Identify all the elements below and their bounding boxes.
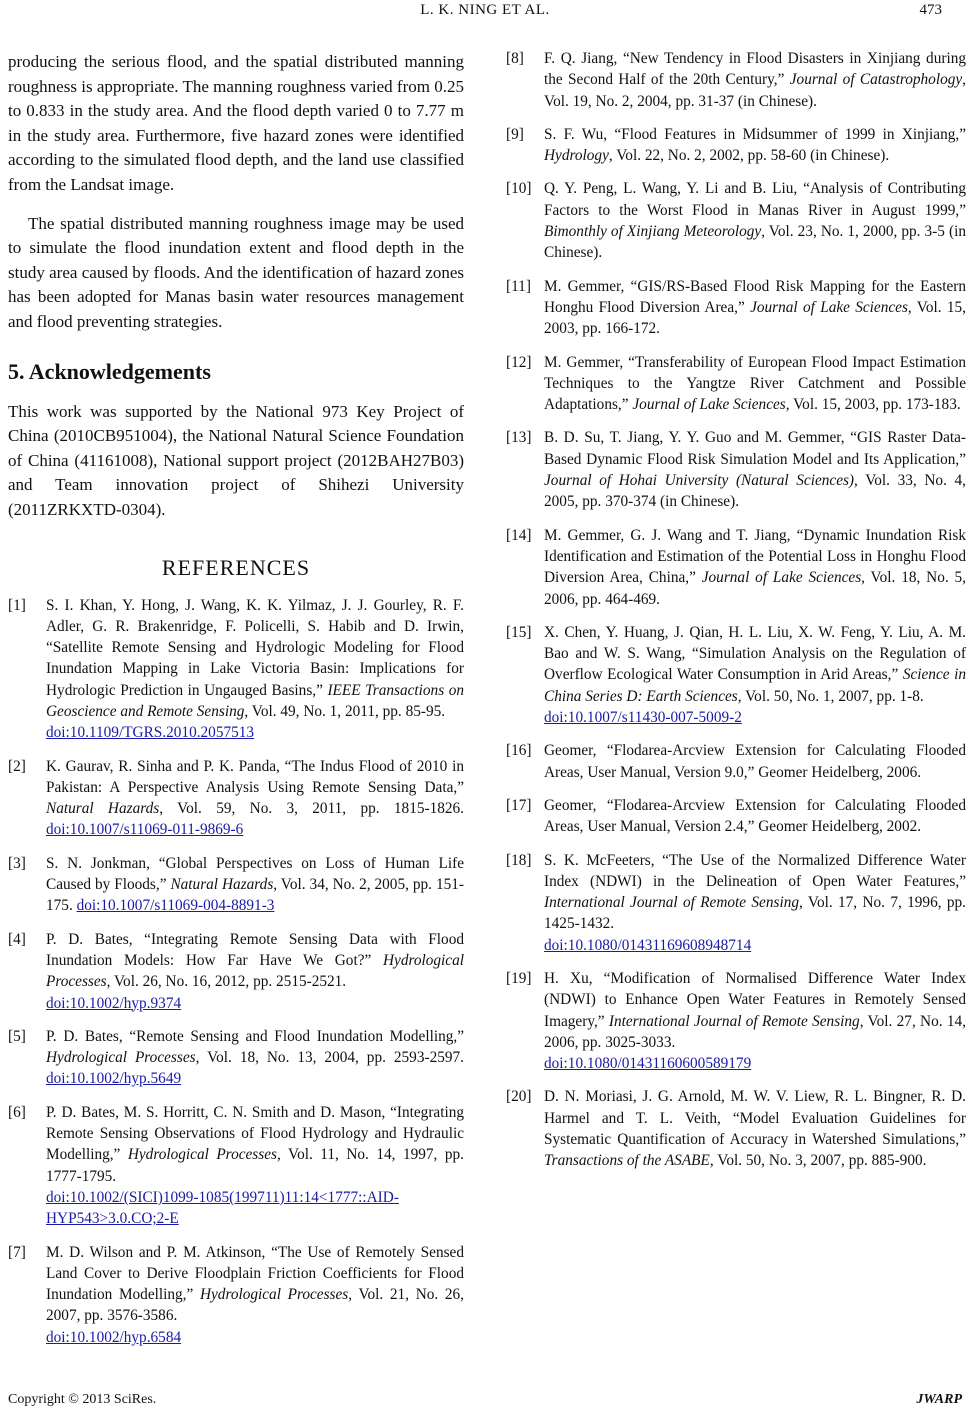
reference-journal: Hydrological Processes [46,951,464,991]
journal-abbreviation: JWARP [916,1392,962,1407]
reference-authors-title: D. N. Moriasi, J. G. Arnold, M. W. V. Liew, R. L. Bingner, R. D. Harmel and T. L. Veith, “Model Evaluation Guidelines for Systematic Quantification of Accuracy in Watershed Simulations,” [544,1088,966,1149]
reference-number: [15] [506,623,532,641]
reference-item [8,1242,464,1348]
reference-details: , Vol. 23, No. 1, 2000, pp. 3-5 (in Chinese). [544,223,966,262]
reference-doi-link[interactable]: doi:10.1007/s11069-004-8891-3 [76,897,275,915]
right-column [506,48,966,1184]
reference-item [506,740,966,783]
reference-authors-title: P. D. Bates, M. S. Horritt, C. N. Smith and D. Mason, “Integrating Remote Sensing Observations of Flood Hydrology and Hydraulic Modelling,” [46,1103,464,1164]
reference-details: , Vol. 26, No. 16, 2012, pp. 2515-2521. [106,973,347,991]
reference-item [506,48,966,112]
reference-details: , Vol. 19, No. 2, 2004, pp. 31-37 (in Chinese). [544,71,966,110]
reference-journal: Science in China Series D: Earth Sciences [544,666,966,705]
reference-authors-title: K. Gaurav, R. Sinha and P. K. Panda, “The Indus Flood of 2010 in Pakistan: A Perspective Analysis Using Remote Sensing Data,” [46,757,464,796]
reference-authors-title: M. Gemmer, G. J. Wang and T. Jiang, “Dynamic Inundation Risk Identification and Estimation of the Potential Loss in Honghu Flood Diversion Area, China,” [544,526,966,587]
reference-details: , Vol. 27, No. 14, 2006, pp. 3025-3033. [544,1012,966,1051]
reference-item [506,525,966,610]
reference-text [544,525,966,610]
reference-item [8,1026,464,1090]
reference-doi-link[interactable]: doi:10.1109/TGRS.2010.2057513 [46,724,255,742]
reference-text [46,853,464,917]
page-number: 473 [919,2,942,18]
reference-number: [12] [506,353,532,371]
reference-details: , Vol. 17, No. 7, 1996, pp. 1425-1432. [544,894,966,933]
reference-number: [10] [506,180,532,198]
reference-number: [2] [8,757,26,775]
reference-text [544,968,966,1074]
reference-text [544,795,966,838]
reference-item [506,124,966,167]
reference-number: [18] [506,851,532,869]
reference-details: , Vol. 15, 2003, pp. 166-172. [544,298,967,338]
page-footer [0,1388,970,1412]
reference-authors-title: M. Gemmer, “Transferability of European Flood Impact Estimation Techniques to the Yangtze River Catchment and Possible Adaptations,” [544,353,966,414]
reference-text [544,740,966,783]
reference-journal: Journal of Lake Sciences [750,298,908,316]
references-list-right [506,48,966,1172]
reference-authors-title: M. Gemmer, “GIS/RS-Based Flood Risk Mapping for the Eastern Honghu Flood Diversion Area,” [544,277,966,316]
reference-item [8,853,464,917]
left-column [8,50,464,1360]
reference-text [544,48,966,112]
reference-number: [6] [8,1103,26,1121]
reference-journal: IEEE Transactions on Geoscience and Remote Sensing [46,681,464,720]
reference-item [8,756,464,841]
running-head: L. K. NING ET AL. [420,2,550,18]
reference-item [8,595,464,744]
reference-item [8,929,464,1014]
reference-text [544,124,966,167]
reference-details: , Vol. 15, 2003, pp. 173-183. [785,396,961,414]
reference-journal: Bimonthly of Xinjiang Meteorology [544,223,762,241]
reference-text [46,1102,464,1230]
reference-authors-title: S. K. McFeeters, “The Use of the Normalized Difference Water Index (NDWI) in the Delineation of Open Water Features,” [544,851,966,890]
reference-details: , Vol. 11, No. 14, 1997, pp. 1777-1795. [46,1146,464,1185]
acknowledgements-text: This work was supported by the National 973 Key Project of China (2010CB951004), the National Natural Science Foundation of China (41161008), National support project (2012BAH27B03) and Team innovation project of Shihezi University (2011ZRKXTD-0304). [8,401,464,519]
reference-doi-link[interactable]: doi:10.1080/01431169608948714 [544,936,752,954]
reference-doi-link[interactable]: doi:10.1007/s11430-007-5009-2 [544,709,742,727]
reference-item [506,622,966,728]
reference-details: , Vol. 50, No. 3, 2007, pp. 885-900. [709,1152,927,1170]
reference-details: , Vol. 49, No. 1, 2011, pp. 85-95. [244,702,446,720]
reference-details: , Vol. 34, No. 2, 2005, pp. 151-175. [46,876,464,915]
reference-number: [8] [506,50,524,67]
reference-doi-link[interactable]: doi:10.1007/s11069-011-9869-6 [46,821,244,839]
acknowledgements-heading: 5. Acknowledgements [8,358,211,384]
reference-journal: Natural Hazards [46,800,160,818]
reference-authors-title: F. Q. Jiang, “New Tendency in Flood Disasters in Xinjiang during the Second Half of the 20th Century,” [544,50,966,89]
reference-details: , Vol. 18, No. 5, 2006, pp. 464-469. [544,569,966,608]
reference-text [544,276,966,340]
reference-doi-link[interactable]: doi:10.1002/hyp.5649 [46,1070,182,1088]
reference-journal: Transactions of the ASABE [544,1152,710,1170]
reference-item [506,1086,966,1171]
reference-text [544,352,966,416]
reference-item [506,850,966,956]
reference-item [8,1102,464,1230]
reference-text [46,595,464,744]
reference-authors-title: S. F. Wu, “Flood Features in Midsummer of 1999 in Xinjiang,” [544,125,966,143]
reference-text [544,622,966,728]
reference-authors-title: X. Chen, Y. Huang, J. Qian, H. L. Liu, X. W. Feng, Y. Liu, A. M. Bao and W. S. Wang, “Simulation Analysis on the Regulation of Overflow Ecological Water Consumption in Arid Areas,” [544,623,966,684]
reference-number: [9] [506,125,524,143]
reference-text [46,1026,464,1090]
reference-journal: Journal of Lake Sciences [701,569,862,587]
reference-item [506,352,966,416]
reference-number: [13] [506,429,532,447]
reference-authors-title: H. Xu, “Modification of Normalised Difference Water Index (NDWI) to Enhance Open Water Features in Remotely Sensed Imagery,” [544,969,966,1030]
conclusion-paragraph-2: The spatial distributed manning roughness image may be used to simulate the flood inundation extent and flood depth in the study area caused by floods. And the identification of hazard zones has been adopted for Manas basin water resources management and flood preventing strategies. [8,213,464,331]
reference-authors-title: P. D. Bates, “Remote Sensing and Flood Inundation Modelling,” [46,1027,464,1045]
reference-number: [17] [506,796,532,814]
reference-text [46,1242,464,1348]
reference-text [46,929,464,1014]
reference-text [544,178,966,263]
reference-number: [4] [8,930,26,948]
reference-details: , Vol. 21, No. 26, 2007, pp. 3576-3586. [46,1286,464,1325]
reference-item [506,276,966,340]
page-header [0,0,970,34]
reference-authors-title: Geomer, “Flodarea-Arcview Extension for Calculating Flooded Areas, User Manual, Version 2.4,” Geomer Heidelberg, 2002. [544,796,966,836]
reference-number: [1] [8,596,26,614]
reference-number: [11] [506,277,531,295]
reference-item [506,427,966,512]
reference-authors-title: M. D. Wilson and P. M. Atkinson, “The Use of Remotely Sensed Land Cover to Derive Floodplain Friction Coefficients for Flood Inundation Modelling,” [46,1243,464,1304]
reference-authors-title: Geomer, “Flodarea-Arcview Extension for Calculating Flooded Areas, User Manual, Version 9.0,” Geomer Heidelberg, 2006. [544,742,966,781]
reference-authors-title: S. N. Jonkman, “Global Perspectives on Loss of Human Life Caused by Floods,” [46,854,464,894]
reference-item [506,178,966,263]
reference-number: [14] [506,526,532,544]
reference-authors-title: Q. Y. Peng, L. Wang, Y. Li and B. Liu, “Analysis of Contributing Factors to the Worst Flood in Manas River in August 1999,” [544,180,966,219]
reference-doi-link[interactable]: doi:10.1002/(SICI)1099-1085(199711)11:14<1777::AID-HYP543>3.0.CO;2-E [46,1188,399,1228]
reference-details: , Vol. 59, No. 3, 2011, pp. 1815-1826. [159,800,464,818]
reference-details: , Vol. 50, No. 1, 2007, pp. 1-8. [737,687,924,705]
reference-authors-title: S. I. Khan, Y. Hong, J. Wang, K. K. Yilmaz, J. J. Gourley, R. F. Adler, G. R. Brakenridge, F. Policelli, S. Habib and D. Irwin, “Satellite Remote Sensing and Hydrologic Modeling for Flood Inundation Mapping in Lake Victoria Basin: Implications for Hydrologic Prediction in Ungauged Basins,” [46,596,464,699]
reference-doi-link[interactable]: doi:10.1002/hyp.6584 [46,1328,182,1346]
reference-number: [5] [8,1027,26,1045]
reference-item [506,968,966,1074]
reference-journal: International Journal of Remote Sensing [544,894,799,912]
reference-number: [16] [506,742,532,760]
reference-doi-link[interactable]: doi:10.1080/01431160600589179 [544,1055,752,1073]
reference-journal: Journal of Hohai University (Natural Sciences) [544,472,855,490]
reference-item [506,795,966,838]
reference-number: [19] [506,969,532,987]
reference-journal: Journal of Catastrophology [789,71,963,89]
copyright: Copyright © 2013 SciRes. [8,1392,157,1407]
reference-details: , Vol. 22, No. 2, 2002, pp. 58-60 (in Chinese). [608,147,890,165]
reference-text [46,756,464,841]
reference-text [544,427,966,512]
reference-journal: Hydrological Processes [199,1286,349,1304]
reference-text [544,850,966,956]
reference-journal: Hydrological Processes [127,1146,277,1164]
reference-authors-title: B. D. Su, T. Jiang, Y. Y. Guo and M. Gemmer, “GIS Raster Data-Based Dynamic Flood Risk Simulation Model and Its Application,” [544,429,966,468]
reference-journal: International Journal of Remote Sensing [608,1012,860,1030]
conclusion-paragraph-1: producing the serious flood, and the spatial distributed manning roughness is appropriate. The manning roughness varied from 0.25 to 0.833 in the study area. And the flood depth varied 0 to 7.77 m in the study area. Furthermore, five hazard zones were identified according to the simulated flood depth, and the land use classified from the Landsat image. [8,52,464,194]
reference-journal: Journal of Lake Sciences [632,396,786,414]
reference-journal: Hydrological Processes [46,1049,196,1067]
references-list-left [8,595,464,1349]
reference-details: , Vol. 18, No. 13, 2004, pp. 2593-2597. [195,1049,464,1067]
reference-number: [20] [506,1088,532,1106]
reference-authors-title: P. D. Bates, “Integrating Remote Sensing Data with Flood Inundation Models: How Far Have We Got?” [46,930,464,969]
reference-number: [3] [8,854,26,872]
reference-details: , Vol. 33, No. 4, 2005, pp. 370-374 (in Chinese). [544,472,966,511]
references-heading: REFERENCES [161,554,311,580]
reference-text [544,1086,966,1171]
reference-journal: Hydrology [544,147,609,165]
reference-doi-link[interactable]: doi:10.1002/hyp.9374 [46,994,182,1012]
reference-journal: Natural Hazards [170,876,274,894]
reference-number: [7] [8,1243,26,1261]
